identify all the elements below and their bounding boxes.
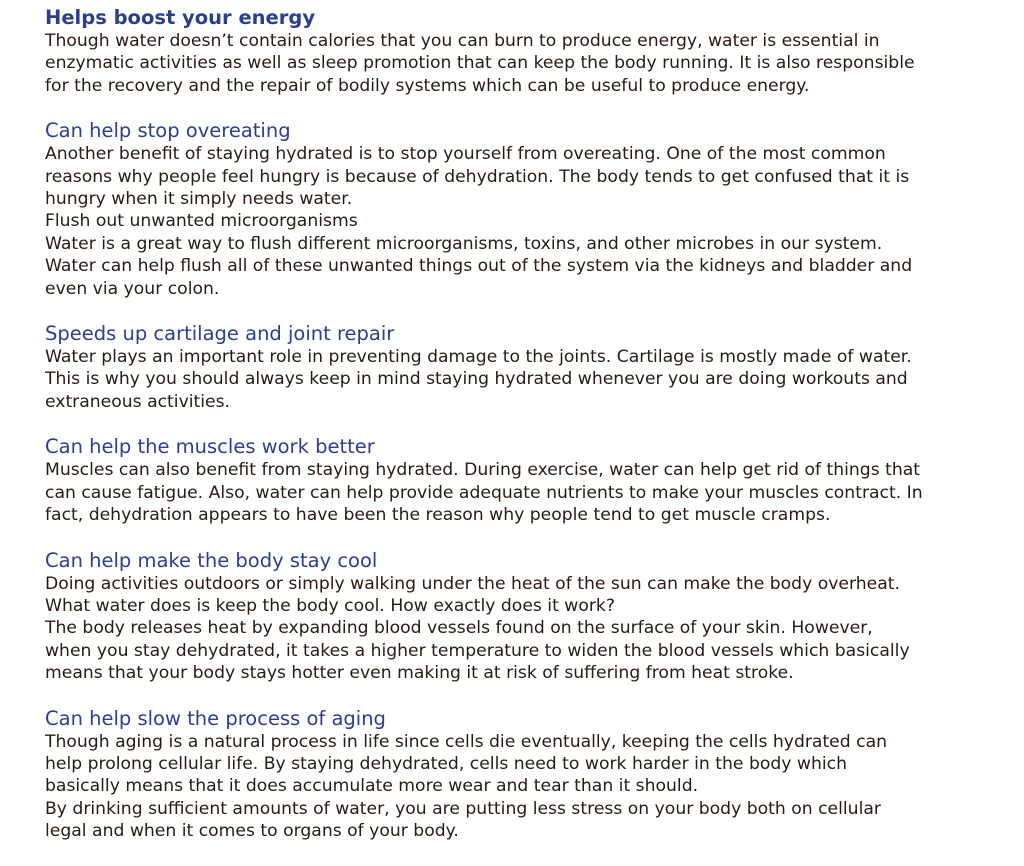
section-paragraph	[45, 210, 1015, 232]
section-paragraph	[45, 459, 1015, 526]
text-line: Water can help flush all of these unwanted things out of the system via the kidneys and bladder and	[45, 256, 913, 277]
section-cartilage-joint-repair	[45, 322, 1015, 413]
section-paragraph	[45, 233, 1015, 300]
text-line: can cause fatigue. Also, water can help provide adequate nutrients to make your muscles contract. In	[45, 482, 923, 503]
text-line: Another benefit of staying hydrated is to stop yourself from overeating. One of the most common	[45, 144, 886, 165]
text-line: basically means that it does accumulate more wear and tear than it should.	[45, 776, 699, 797]
document-body	[45, 6, 1015, 865]
section-paragraph	[45, 346, 1015, 413]
section-slow-aging	[45, 707, 1015, 843]
section-heading: Can help slow the process of aging	[45, 706, 386, 730]
section-body-stay-cool	[45, 549, 1015, 685]
text-line: Muscles can also benefit from staying hydrated. During exercise, water can help get rid of things that	[45, 460, 921, 481]
section-helps-boost-energy	[45, 6, 1015, 97]
text-line: hungry when it simply needs water.	[45, 189, 353, 210]
text-line: means that your body stays hotter even making it at risk of suffering from heat stroke.	[45, 663, 794, 684]
section-paragraph	[45, 617, 1015, 684]
section-paragraph	[45, 30, 1015, 97]
text-line: This is why you should always keep in mind staying hydrated whenever you are doing workouts and	[45, 369, 908, 390]
section-paragraph	[45, 731, 1015, 798]
text-line: even via your colon.	[45, 278, 220, 299]
section-heading: Speeds up cartilage and joint repair	[45, 322, 395, 346]
section-stop-overeating	[45, 119, 1015, 300]
text-line: extraneous activities.	[45, 391, 231, 412]
text-line: when you stay dehydrated, it takes a higher temperature to widen the blood vessels which basically	[45, 640, 910, 661]
text-line: Though water doesn’t contain calories that you can burn to produce energy, water is essential in	[45, 31, 880, 51]
text-line: help prolong cellular life. By staying dehydrated, cells need to work harder in the body which	[45, 753, 847, 774]
section-heading: Can help make the body stay cool	[45, 548, 378, 572]
section-muscles-work-better	[45, 435, 1015, 526]
text-line: Though aging is a natural process in life since cells die eventually, keeping the cells hydrated can	[45, 731, 888, 752]
text-line: legal and when it comes to organs of your body.	[45, 821, 459, 842]
text-line: Water is a great way to flush different microorganisms, toxins, and other microbes in our system.	[45, 233, 883, 254]
section-paragraph	[45, 798, 1015, 843]
section-paragraph	[45, 143, 1015, 210]
section-heading: Can help the muscles work better	[45, 435, 375, 459]
text-line: reasons why people feel hungry is because of dehydration. The body tends to get confused that it is	[45, 166, 910, 187]
section-heading: Helps boost your energy	[45, 6, 316, 29]
text-line: enzymatic activities as well as sleep promotion that can keep the body running. It is also responsible	[45, 53, 915, 74]
text-line: Flush out unwanted microorganisms	[45, 211, 358, 232]
text-line: fact, dehydration appears to have been the reason why people tend to get muscle cramps.	[45, 505, 831, 526]
text-line: What water does is keep the body cool. How exactly does it work?	[45, 595, 615, 616]
text-line: Water plays an important role in preventing damage to the joints. Cartilage is mostly made of water.	[45, 347, 912, 368]
text-line: Doing activities outdoors or simply walking under the heat of the sun can make the body overheat.	[45, 573, 900, 594]
text-line: By drinking sufficient amounts of water, you are putting less stress on your body both on cellular	[45, 798, 881, 819]
section-paragraph	[45, 573, 1015, 618]
text-line: for the recovery and the repair of bodily systems which can be useful to produce energy.	[45, 75, 810, 96]
section-heading: Can help stop overeating	[45, 119, 291, 143]
text-line: The body releases heat by expanding blood vessels found on the surface of your skin. However,	[45, 618, 873, 639]
